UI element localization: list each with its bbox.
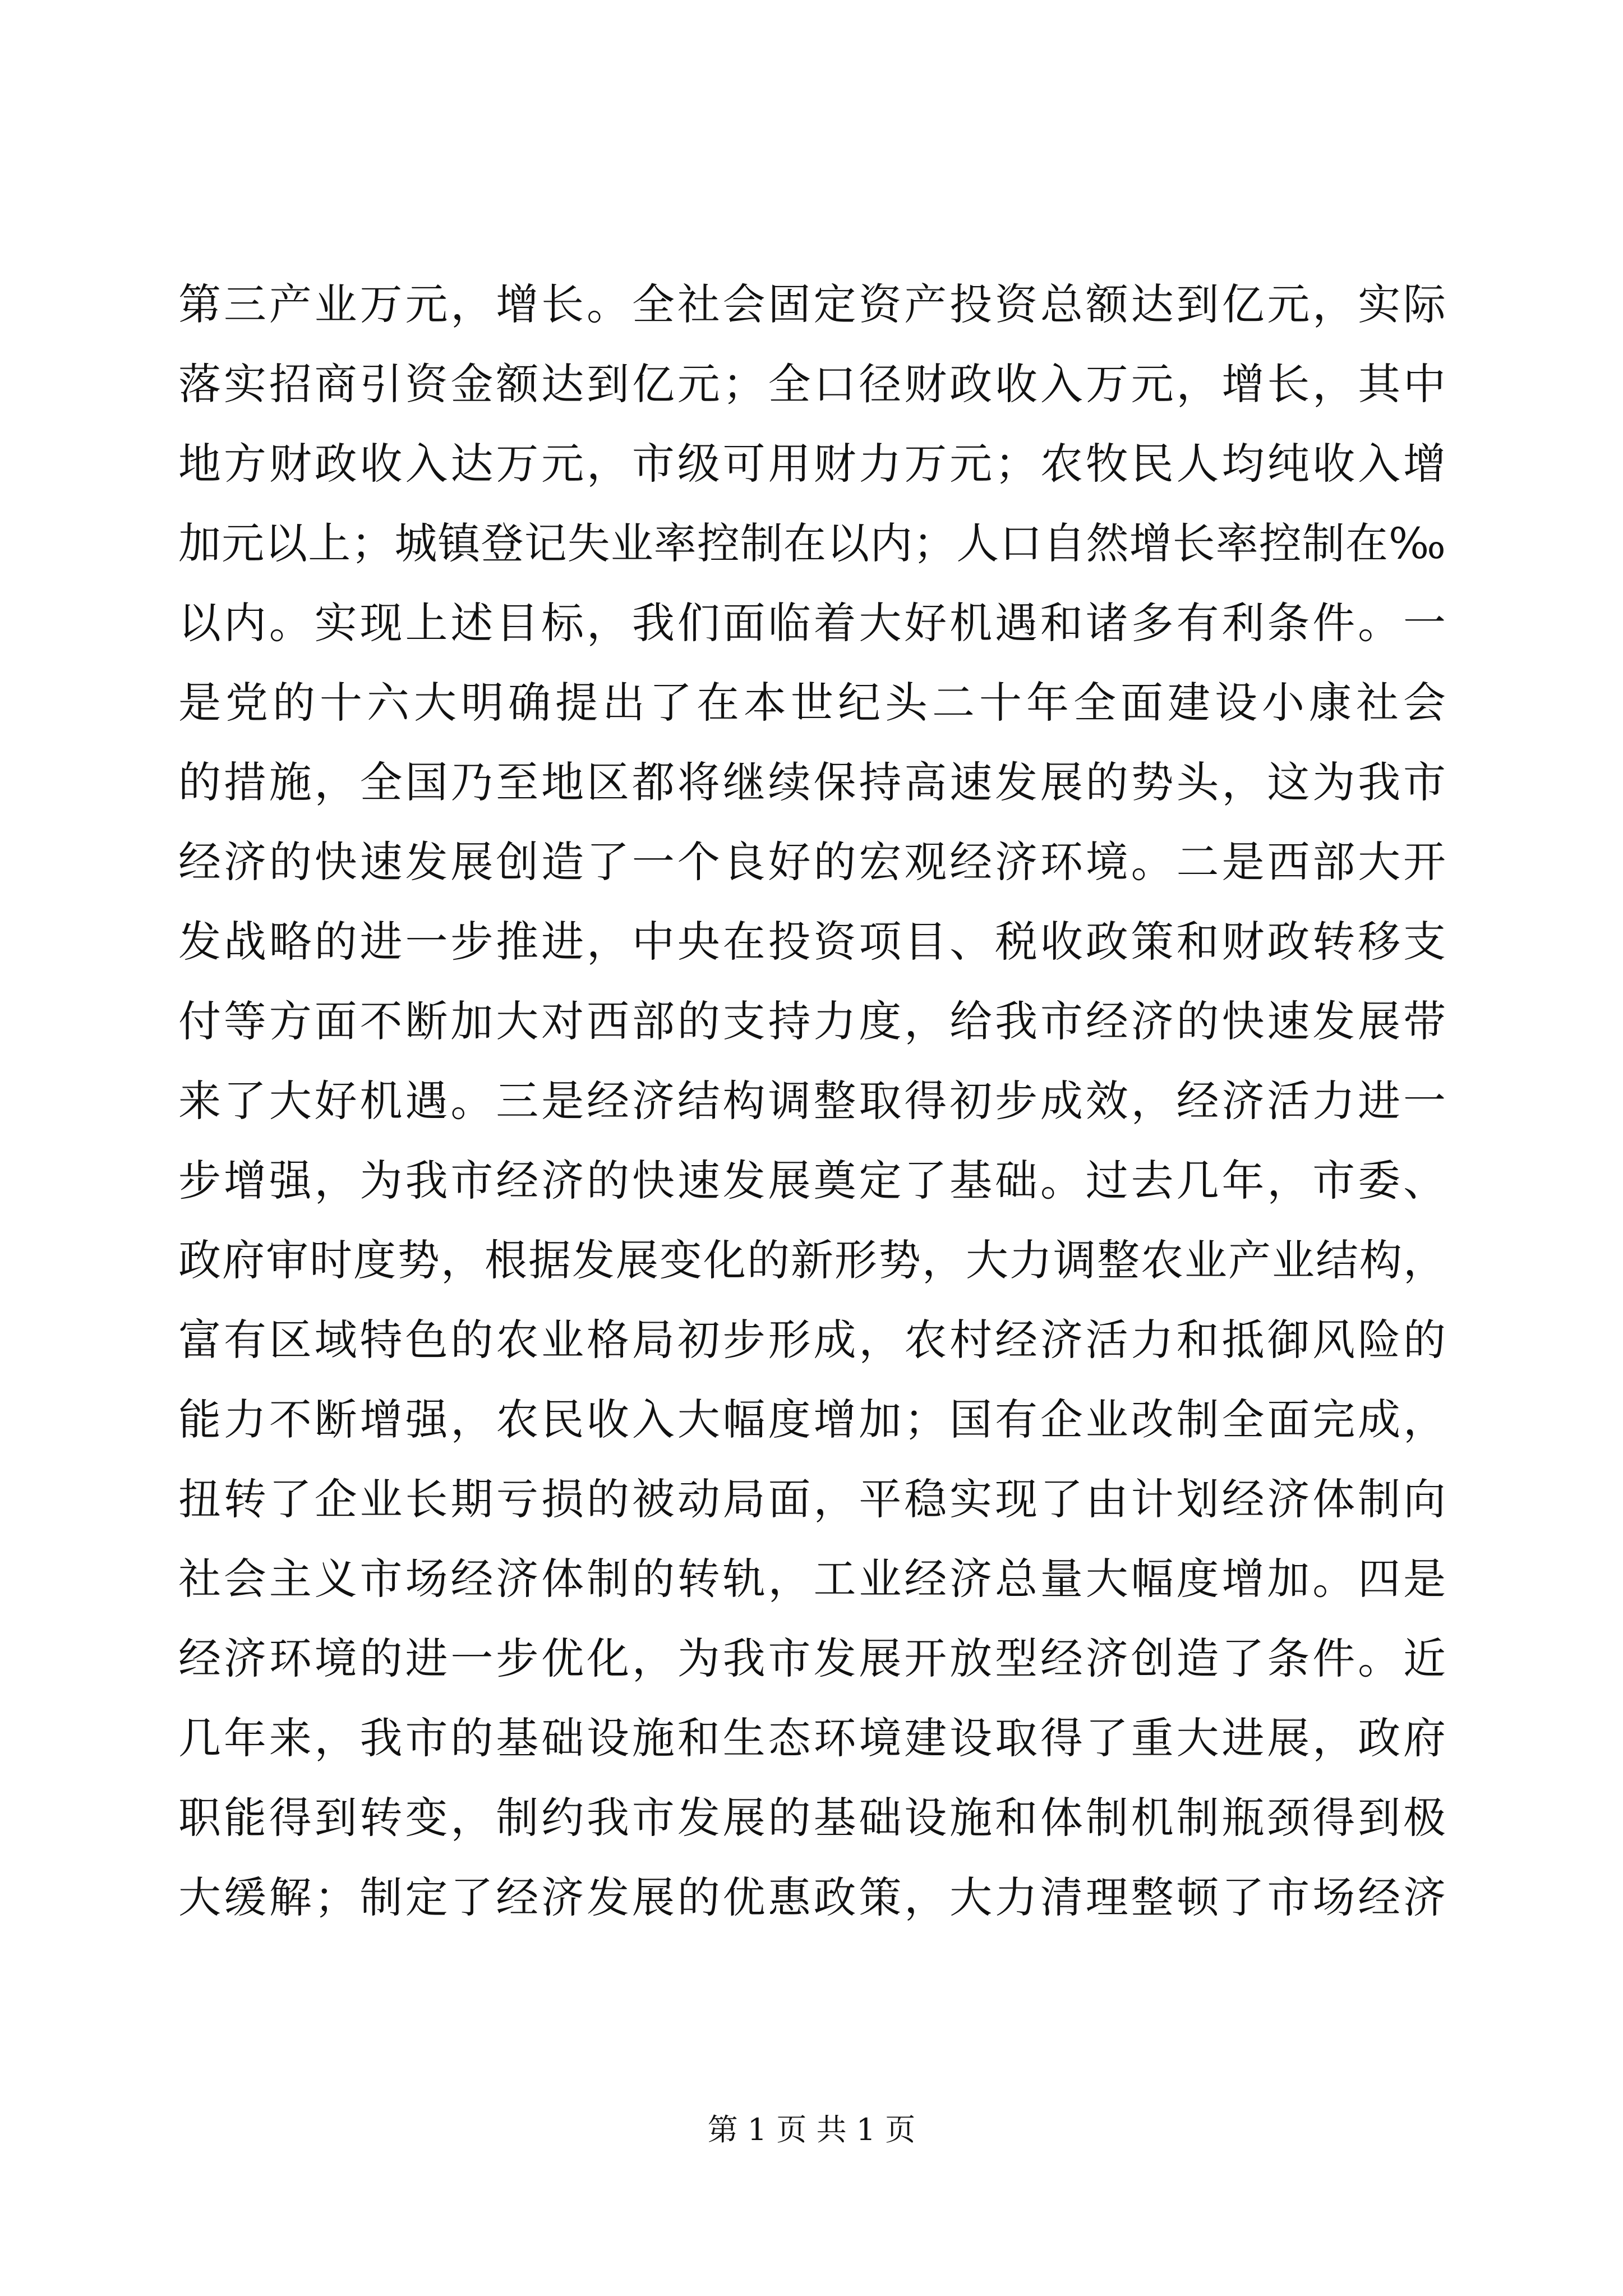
text-line-7: 的措施，全国乃至地区都将继续保持高速发展的势头，这为我市 <box>178 757 1446 807</box>
text-line-8: 经济的快速发展创造了一个良好的宏观经济环境。二是西部大开 <box>178 837 1446 887</box>
text-line-17: 社会主义市场经济体制的转轨，工业经济总量大幅度增加。四是 <box>178 1554 1446 1604</box>
page-footer <box>0 2110 1623 2150</box>
text-line-12: 步增强，为我市经济的快速发展奠定了基础。过去几年，市委、 <box>178 1156 1446 1205</box>
text-line-5: 以内。实现上述目标，我们面临着大好机遇和诸多有利条件。一 <box>178 598 1446 648</box>
text-line-21: 大缓解；制定了经济发展的优惠政策，大力清理整顿了市场经济 <box>178 1872 1446 1922</box>
text-line-6: 是党的十六大明确提出了在本世纪头二十年全面建设小康社会 <box>178 678 1446 728</box>
text-line-20: 职能得到转变，制约我市发展的基础设施和体制机制瓶颈得到极 <box>178 1793 1446 1843</box>
text-line-2: 落实招商引资金额达到亿元；全口径财政收入万元，增长，其中 <box>178 359 1446 409</box>
text-line-9: 发战略的进一步推进，中央在投资项目、税收政策和财政转移支 <box>178 917 1446 967</box>
text-line-3: 地方财政收入达万元，市级可用财力万元；农牧民人均纯收入增 <box>178 439 1446 489</box>
text-line-16: 扭转了企业长期亏损的被动局面，平稳实现了由计划经济体制向 <box>178 1474 1446 1524</box>
text-line-11: 来了大好机遇。三是经济结构调整取得初步成效，经济活力进一 <box>178 1076 1446 1126</box>
text-line-19: 几年来，我市的基础设施和生态环境建设取得了重大进展，政府 <box>178 1713 1446 1763</box>
text-line-1: 第三产业万元，增长。全社会固定资产投资总额达到亿元，实际 <box>178 279 1446 329</box>
body-paragraph <box>178 265 1446 1938</box>
text-line-4: 加元以上；城镇登记失业率控制在以内；人口自然增长率控制在‰ <box>178 518 1446 568</box>
text-line-14: 富有区域特色的农业格局初步形成，农村经济活力和抵御风险的 <box>178 1315 1446 1365</box>
page-number-label: 第 1 页 共 1 页 <box>707 2112 916 2147</box>
text-line-13: 政府审时度势，根据发展变化的新形势，大力调整农业产业结构， <box>178 1235 1446 1285</box>
text-line-18: 经济环境的进一步优化，为我市发展开放型经济创造了条件。近 <box>178 1634 1446 1683</box>
text-line-15: 能力不断增强，农民收入大幅度增加；国有企业改制全面完成， <box>178 1395 1446 1444</box>
text-line-10: 付等方面不断加大对西部的支持力度，给我市经济的快速发展带 <box>178 996 1446 1046</box>
